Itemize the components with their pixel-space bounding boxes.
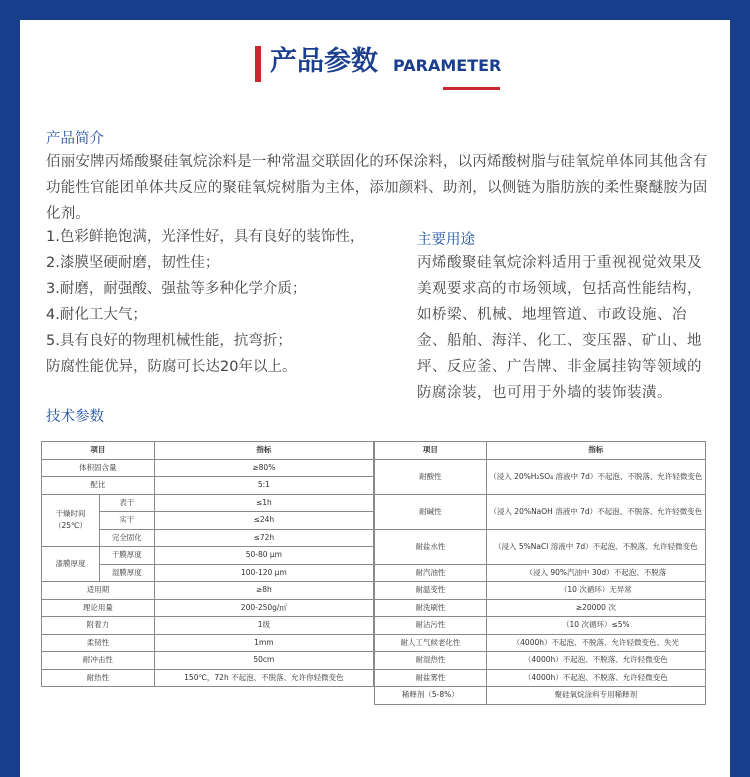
table-row	[375, 669, 706, 687]
feature-item: 防腐性能优异，防腐可长达20年以上。	[46, 359, 297, 375]
table-row	[375, 494, 706, 529]
title-underline	[443, 87, 500, 90]
row-value: 1mm	[154, 634, 373, 652]
row-label: 耐温变性	[375, 582, 487, 600]
row-value: ≤72h	[154, 529, 373, 547]
row-label: 柔韧性	[42, 634, 155, 652]
row-label: 耐湿热性	[375, 652, 487, 670]
row-label: 耐碱性	[375, 494, 487, 529]
row-group-label: 漆膜厚度	[42, 547, 100, 582]
row-value: ≥80%	[154, 459, 373, 477]
row-value: 1级	[154, 617, 373, 635]
row-value: 200-250g/㎡	[154, 599, 373, 617]
spec-table-left	[41, 441, 374, 687]
row-group-label: 干燥时间（25℃）	[42, 494, 100, 547]
row-sublabel: 湿膜厚度	[99, 564, 154, 582]
row-value: （浸入 20%NaOH 溶液中 7d）不起泡、不脱落、允许轻微变色	[486, 494, 705, 529]
row-sublabel: 干膜厚度	[99, 547, 154, 565]
table-row	[375, 582, 706, 600]
title-english: PARAMETER	[393, 56, 502, 75]
row-label: 适用期	[42, 582, 155, 600]
uses-heading: 主要用途	[417, 232, 475, 248]
row-value: 聚硅氧烷涂料专用稀释剂	[486, 687, 705, 705]
row-value: （4000h）不起泡、不脱落、允许轻微变色、失光	[486, 634, 705, 652]
feature-item: 1.色彩鲜艳饱满，光泽性好，具有良好的装饰性，	[46, 229, 365, 245]
row-value: 50cm	[154, 652, 373, 670]
row-value: 150℃，72h 不起泡、不脱落、允许你轻微变色	[154, 669, 373, 687]
feature-item: 2.漆膜坚硬耐磨，韧性佳；	[46, 255, 220, 271]
row-label: 耐盐雾性	[375, 669, 487, 687]
row-label: 耐汽油性	[375, 564, 487, 582]
uses-text: 丙烯酸聚硅氧烷涂料适用于重视视觉效果及美观要求高的市场领域，包括高性能结构，如桥梁、机械、地埋管道、市政设施、冶金、船舶、海洋、化工、变压器、矿山、地坪、反应釜、广告牌、非金属挂钩等领域的防腐涂装，也可用于外墙的装饰装潢。	[417, 255, 702, 401]
table-row	[375, 617, 706, 635]
row-value: （浸入 20%H₂SO₄ 溶液中 7d）不起泡、不脱落、允许轻微变色	[486, 459, 705, 494]
row-label: 理论用量	[42, 599, 155, 617]
row-value: ≥8h	[154, 582, 373, 600]
row-sublabel: 实干	[99, 512, 154, 530]
row-value: 50-80 μm	[154, 547, 373, 565]
row-label: 耐人工气候老化性	[375, 634, 487, 652]
title-accent-bar	[255, 46, 261, 82]
table-row	[375, 459, 706, 494]
table-row	[42, 582, 374, 600]
table-header-row	[375, 442, 706, 460]
table-row	[375, 599, 706, 617]
row-value: 5:1	[154, 477, 373, 495]
tech-heading: 技术参数	[46, 409, 104, 425]
row-sublabel: 表干	[99, 494, 154, 512]
row-label: 附着力	[42, 617, 155, 635]
table-row	[42, 599, 374, 617]
table-row	[42, 634, 374, 652]
feature-item: 5.具有良好的物理机械性能，抗弯折；	[46, 333, 292, 349]
row-value: （4000h）不起泡、不脱落、允许轻微变色	[486, 652, 705, 670]
table-row	[42, 494, 374, 512]
table-row	[375, 564, 706, 582]
feature-list	[46, 224, 406, 380]
row-value: （浸入 90%汽油中 30d）不起泡、不脱落	[486, 564, 705, 582]
row-label: 耐沾污性	[375, 617, 487, 635]
header-item: 项目	[375, 442, 487, 460]
feature-item: 4.耐化工大气；	[46, 307, 147, 323]
header-index: 指标	[154, 442, 373, 460]
table-row	[42, 669, 374, 687]
row-label: 耐冲击性	[42, 652, 155, 670]
header-item: 项目	[42, 442, 155, 460]
table-row	[42, 547, 374, 565]
table-row	[42, 477, 374, 495]
row-label: 耐热性	[42, 669, 155, 687]
header-index: 指标	[486, 442, 705, 460]
title-chinese: 产品参数	[270, 46, 378, 77]
spec-table-right	[374, 441, 706, 705]
row-value: 100-120 μm	[154, 564, 373, 582]
row-value: ≤1h	[154, 494, 373, 512]
row-value: ≥20000 次	[486, 599, 705, 617]
intro-text: 佰丽安牌丙烯酸聚硅氧烷涂料是一种常温交联固化的环保涂料，以丙烯酸树脂与硅氧烷单体同其他含有功能性官能团单体共反应的聚硅氧烷树脂为主体，添加颜料、助剂，以侧链为脂肪族的柔性聚醚胺为固化剂。	[46, 154, 708, 222]
table-row	[375, 529, 706, 564]
table-row	[42, 617, 374, 635]
table-row	[42, 459, 374, 477]
feature-item: 3.耐磨，耐强酸、强盐等多种化学介质；	[46, 281, 307, 297]
table-row	[375, 687, 706, 705]
intro-heading: 产品简介	[46, 131, 104, 147]
row-value: （10 次循环）无异常	[486, 582, 705, 600]
table-row	[375, 652, 706, 670]
table-row	[375, 634, 706, 652]
row-label: 耐洗刷性	[375, 599, 487, 617]
row-value: ≤24h	[154, 512, 373, 530]
row-sublabel: 完全固化	[99, 529, 154, 547]
table-header-row	[42, 442, 374, 460]
row-label: 配比	[42, 477, 155, 495]
row-value: （10 次循环）≤5%	[486, 617, 705, 635]
row-label: 耐盐水性	[375, 529, 487, 564]
table-row	[42, 652, 374, 670]
row-value: （4000h）不起泡、不脱落、允许轻微变色	[486, 669, 705, 687]
row-label: 体积固含量	[42, 459, 155, 477]
row-label: 稀释剂（5-8%）	[375, 687, 487, 705]
row-label: 耐酸性	[375, 459, 487, 494]
row-value: （浸入 5%NaCl 溶液中 7d）不起泡、不脱落、允许轻微变色	[486, 529, 705, 564]
